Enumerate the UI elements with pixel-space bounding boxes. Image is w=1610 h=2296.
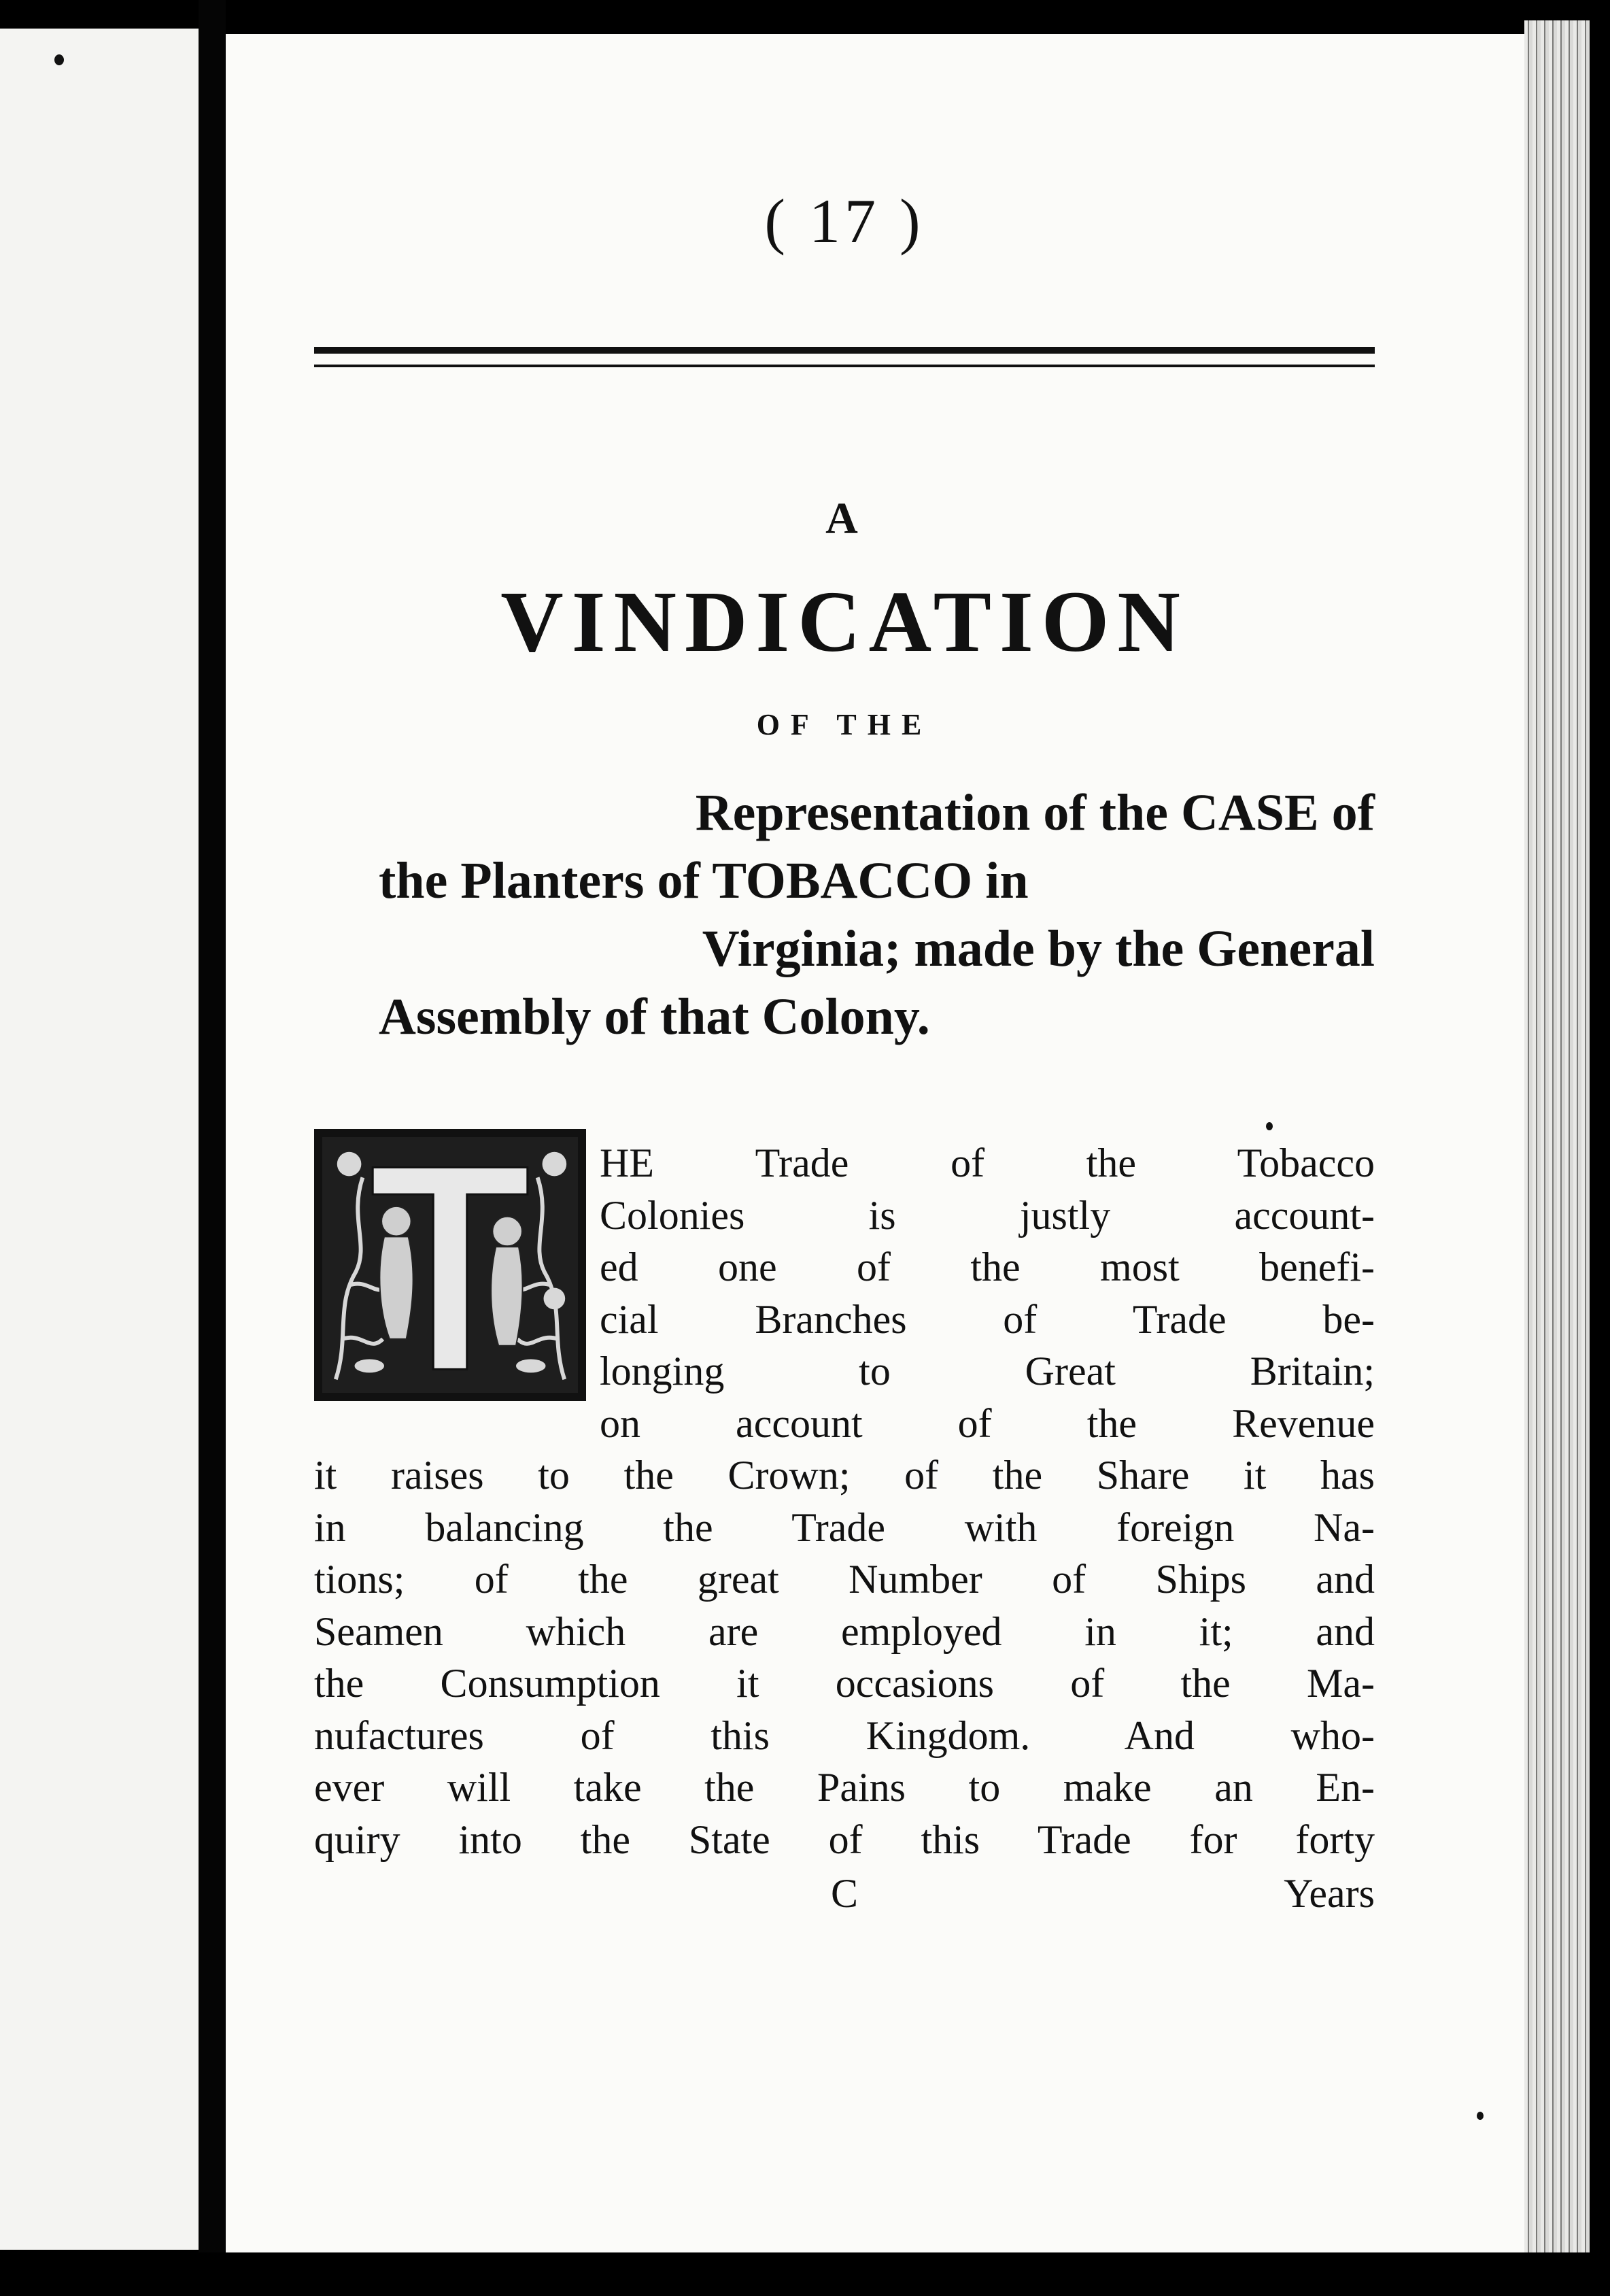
body-line: tions; of the great Number of Ships and [314,1557,1375,1602]
page-number: ( 17 ) [764,186,925,256]
subtitle [314,779,1375,1051]
scan-border-right [1590,0,1610,2296]
body-line: ever will take the Pains to make an En- [314,1765,1375,1810]
body-text [314,1137,1375,1866]
page-title: VINDICATION [500,573,1188,670]
body-line: quiry into the State of this Trade for forty [314,1817,1375,1862]
body-line: longing to Great Britain; [600,1349,1375,1394]
body-line: on account of the Revenue [600,1400,1375,1446]
title-article: A [825,494,863,543]
body-line: ed one of the most benefi- [600,1245,1375,1289]
body-line: nufactures of this Kingdom. And who- [314,1712,1375,1758]
facing-page-fragment [0,29,205,2250]
page-edges [1524,20,1590,2258]
book-gutter [199,0,226,2296]
body-line: HE Trade of the Tobacco [600,1141,1375,1185]
header-rule-thick [314,347,1375,354]
body-line: Seamen which are employed in it; and [314,1608,1375,1654]
ink-speck [54,54,64,65]
subtitle-line: the Planters of TOBACCO in [379,852,1029,909]
subtitle-line: Representation of the CASE of [695,784,1375,841]
header-rule-thin [314,365,1375,367]
title-connector: OF THE [756,708,933,741]
scan-border-bottom [0,2252,1610,2296]
body-line: cial Branches of Trade be- [600,1296,1375,1342]
body-line: the Consumption it occasions of the Ma- [314,1661,1375,1706]
ink-speck [1266,1122,1273,1130]
subtitle-line: Virginia; made by the General [702,920,1375,977]
body-line: Colonies is justly account- [600,1192,1375,1238]
page [226,34,1524,2252]
signature-mark: C [830,1871,859,1916]
page-footer [314,1870,1375,1925]
catchword: Years [1284,1871,1375,1916]
subtitle-line: Assembly of that Colony. [379,988,930,1045]
body-line: it raises to the Crown; of the Share it has [314,1453,1375,1498]
ink-speck [1477,2112,1484,2120]
body-line: in balancing the Trade with foreign Na- [314,1504,1375,1550]
